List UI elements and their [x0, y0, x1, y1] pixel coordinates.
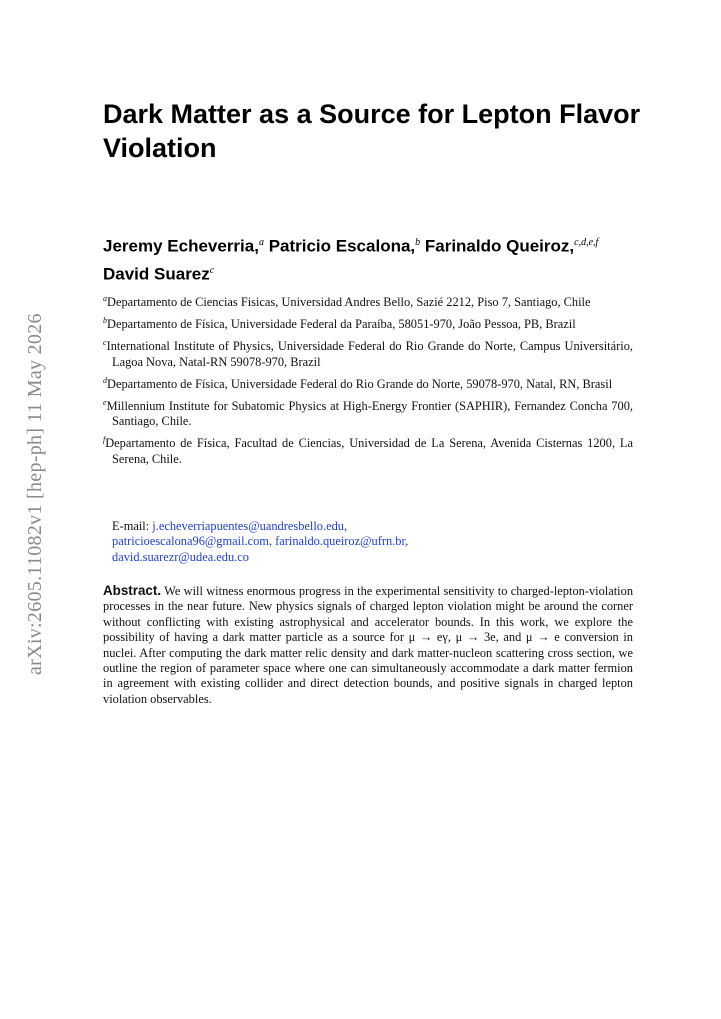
email-link[interactable]: patricioescalona96@gmail.com,	[112, 534, 273, 549]
email-label: E-mail:	[112, 519, 150, 533]
affiliation-item	[103, 291, 633, 311]
abstract	[103, 583, 633, 707]
abstract-label: Abstract.	[103, 583, 162, 598]
author-name: Patricio Escalona,	[268, 236, 416, 256]
author-affiliation-mark: c,d,e,f	[574, 237, 599, 248]
affiliation-mark: c	[103, 338, 107, 348]
author-list	[103, 231, 643, 286]
affiliation-text: Departamento de Física, Universidade Federal da Paraíba, 58051-970, João Pessoa, PB, Brazil	[107, 317, 576, 332]
affiliation-text: Departamento de Ciencias Fisicas, Universidad Andres Bello, Sazié 2212, Piso 7, Santiago, Chile	[107, 295, 591, 310]
affiliation-item	[103, 373, 633, 393]
affiliation-mark: b	[103, 316, 107, 326]
arxiv-identifier-stamp: arXiv:2605.11082v1 [hep-ph] 11 May 2026	[24, 313, 46, 675]
affiliation-text: Millennium Institute for Subatomic Physics at High-Energy Frontier (SAPHIR), Fernandez Concha 700, Santiago, Chile.	[106, 398, 633, 429]
affiliation-mark: e	[103, 397, 107, 407]
author-affiliation-mark: b	[415, 237, 421, 248]
affiliation-text: Departamento de Física, Facultad de Ciencias, Universidad de La Serena, Avenida Cisternas 1200, La Serena, Chile.	[105, 436, 633, 466]
author-name: Farinaldo Queiroz,	[424, 236, 575, 256]
affiliation-mark: f	[103, 434, 106, 444]
email-link[interactable]: j.echeverriapuentes@uandresbello.edu,	[152, 519, 348, 533]
email-link[interactable]: farinaldo.queiroz@ufrn.br,	[275, 534, 409, 549]
author-name: Jeremy Echeverria,	[103, 236, 259, 256]
affiliation-item	[103, 313, 633, 333]
email-block	[112, 519, 632, 565]
email-link[interactable]: david.suarezr@udea.edu.co	[112, 549, 249, 564]
author-affiliation-mark: c	[209, 264, 215, 276]
abstract-text: We will witness enormous progress in the experimental sensitivity to charged-lepton-violation processes in the near future. New physics signals of charged lepton violation might be around the corner without conflicting with existing astrophysical and accelerator bounds. In this work, we explore the possibility of having a dark matter particle as a source for μ → eγ, μ → 3e, and μ → e conversion in nuclei. After computing the dark matter relic density and dark matter-nucleon scattering cross section, we outline the region of parameter space where one can simultaneously accommodate a dark matter fermion in agreement with existing collider and direct detection bounds, and positive signals in charged lepton violation observables.	[103, 584, 634, 706]
author-name: David Suarez	[103, 264, 210, 284]
affiliation-text: Departamento de Física, Universidade Federal do Rio Grande do Norte, 59078-970, Natal, RN, Brasil	[107, 376, 613, 391]
affiliation-item	[103, 432, 633, 467]
affiliation-item	[103, 335, 633, 370]
affiliation-text: International Institute of Physics, Universidade Federal do Rio Grande do Norte, Campus Universitário, Lagoa Nova, Natal-RN 59078-970, Brazil	[106, 339, 633, 369]
author-affiliation-mark: a	[258, 237, 264, 248]
paper-title: Dark Matter as a Source for Lepton Flavor Violation	[103, 99, 641, 163]
affiliation-list	[103, 291, 633, 469]
affiliation-mark: d	[103, 375, 107, 385]
affiliation-mark: a	[103, 294, 107, 303]
affiliation-item	[103, 395, 633, 430]
